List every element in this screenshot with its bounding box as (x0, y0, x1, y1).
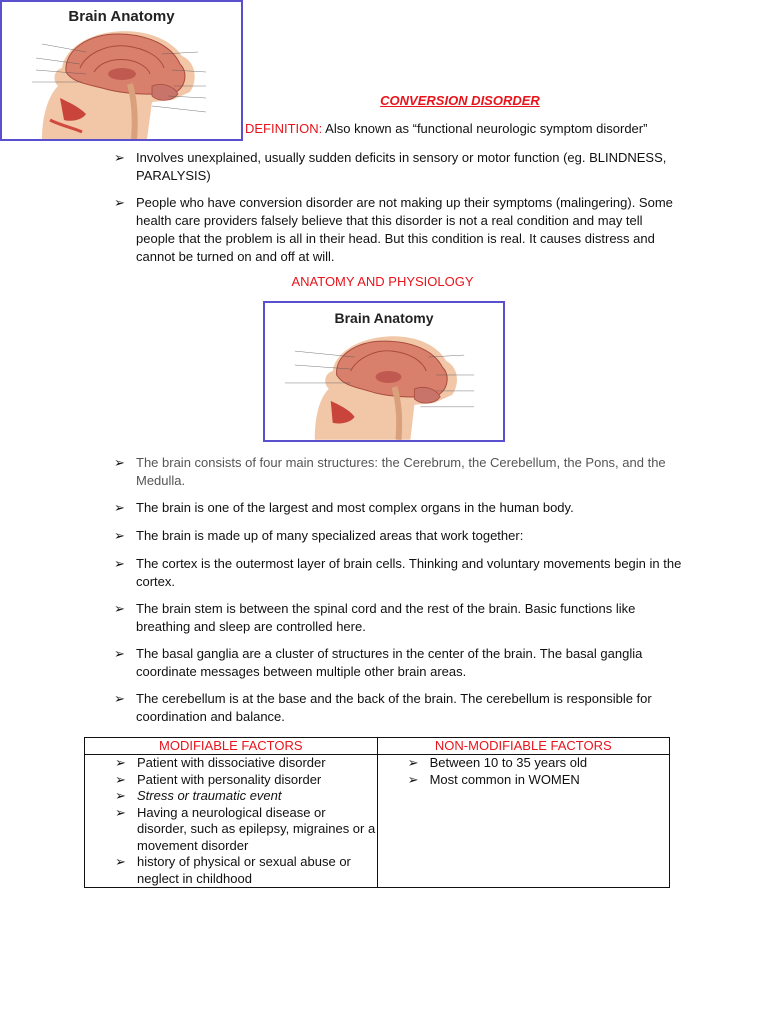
arrow-bullet-icon: ➢ (115, 755, 126, 770)
factor-text: Patient with dissociative disorder (137, 755, 326, 770)
bullet-text: The basal ganglia are a cluster of structures in the center of the brain. The basal ganglia coordinate messages between multiple other brain areas. (136, 646, 643, 679)
bullet-text: People who have conversion disorder are not making up their symptoms (malingering). Some health care providers falsely believe that this disorder is not a real condition and may tell people that the problem is all in their head. But this condition is real. It causes distress and cannot be turned on and off at will. (136, 195, 673, 264)
factor-text: Most common in WOMEN (429, 771, 580, 787)
modifiable-cell (85, 755, 378, 888)
arrow-bullet-icon: ➢ (114, 556, 125, 571)
arrow-bullet-icon: ➢ (114, 195, 125, 210)
non-modifiable-cell (377, 755, 669, 888)
arrow-bullet-icon: ➢ (407, 771, 419, 787)
figure-title: Brain Anatomy (68, 8, 175, 25)
definition-line (245, 121, 647, 136)
brain-illustration (265, 303, 503, 440)
bullet-text: The cortex is the outermost layer of brain cells. Thinking and voluntary movements begin in the cortex. (136, 556, 682, 589)
arrow-bullet-icon: ➢ (114, 691, 125, 706)
section-title: ANATOMY AND PHYSIOLOGY (291, 274, 474, 289)
arrow-bullet-icon: ➢ (115, 771, 126, 787)
brain-illustration (2, 2, 241, 139)
arrow-bullet-icon: ➢ (114, 500, 125, 515)
table-list-item (408, 772, 669, 789)
factor-text: history of physical or sexual abuse or neglect in childhood (137, 854, 351, 886)
arrow-bullet-icon: ➢ (114, 528, 125, 543)
factor-text: Patient with personality disorder (137, 771, 322, 787)
bullet-text: The brain consists of four main structures: the Cerebrum, the Cerebellum, the Pons, and the Medulla. (136, 455, 666, 488)
factor-text: Between 10 to 35 years old (429, 755, 588, 770)
figure-title: Brain Anatomy (334, 310, 434, 326)
arrow-bullet-icon: ➢ (115, 788, 126, 803)
definition-text: Also known as “functional neurologic symptom disorder” (322, 121, 648, 136)
table-list-item (115, 854, 377, 887)
arrow-bullet-icon: ➢ (407, 755, 419, 770)
arrow-bullet-icon: ➢ (114, 646, 125, 661)
bullet-text: The brain is made up of many specialized areas that work together: (136, 528, 524, 543)
arrow-bullet-icon: ➢ (114, 601, 125, 616)
arrow-bullet-icon: ➢ (114, 150, 125, 165)
definition-label: DEFINITION: (245, 121, 323, 136)
table-list-item (115, 805, 377, 855)
page-title: CONVERSION DISORDER (380, 93, 540, 108)
table-list-item (408, 755, 669, 772)
bullet-text: Involves unexplained, usually sudden deficits in sensory or motor function (eg. BLINDNESS, PARALYSIS) (136, 150, 667, 183)
arrow-bullet-icon: ➢ (114, 455, 125, 470)
bullet-text: The cerebellum is at the base and the back of the brain. The cerebellum is responsible for coordination and balance. (136, 691, 652, 724)
brain-anatomy-figure-middle (263, 301, 505, 442)
table-list-item (115, 788, 377, 805)
brain-anatomy-figure-top (0, 0, 243, 141)
arrow-bullet-icon: ➢ (115, 854, 126, 869)
modifiable-header: MODIFIABLE FACTORS (85, 738, 378, 755)
risk-factors-table (84, 737, 670, 888)
factor-text: Having a neurological disease or disorder, such as epilepsy, migraines or a movement disorder (137, 804, 376, 853)
bullet-text: The brain is one of the largest and most complex organs in the human body. (136, 500, 574, 515)
non-modifiable-header: NON-MODIFIABLE FACTORS (377, 738, 669, 755)
arrow-bullet-icon: ➢ (115, 804, 126, 820)
factor-text: Stress or traumatic event (137, 788, 282, 803)
table-list-item (115, 755, 377, 772)
bullet-text: The brain stem is between the spinal cord and the rest of the brain. Basic functions like breathing and sleep are controlled here. (136, 601, 636, 634)
table-list-item (115, 772, 377, 789)
